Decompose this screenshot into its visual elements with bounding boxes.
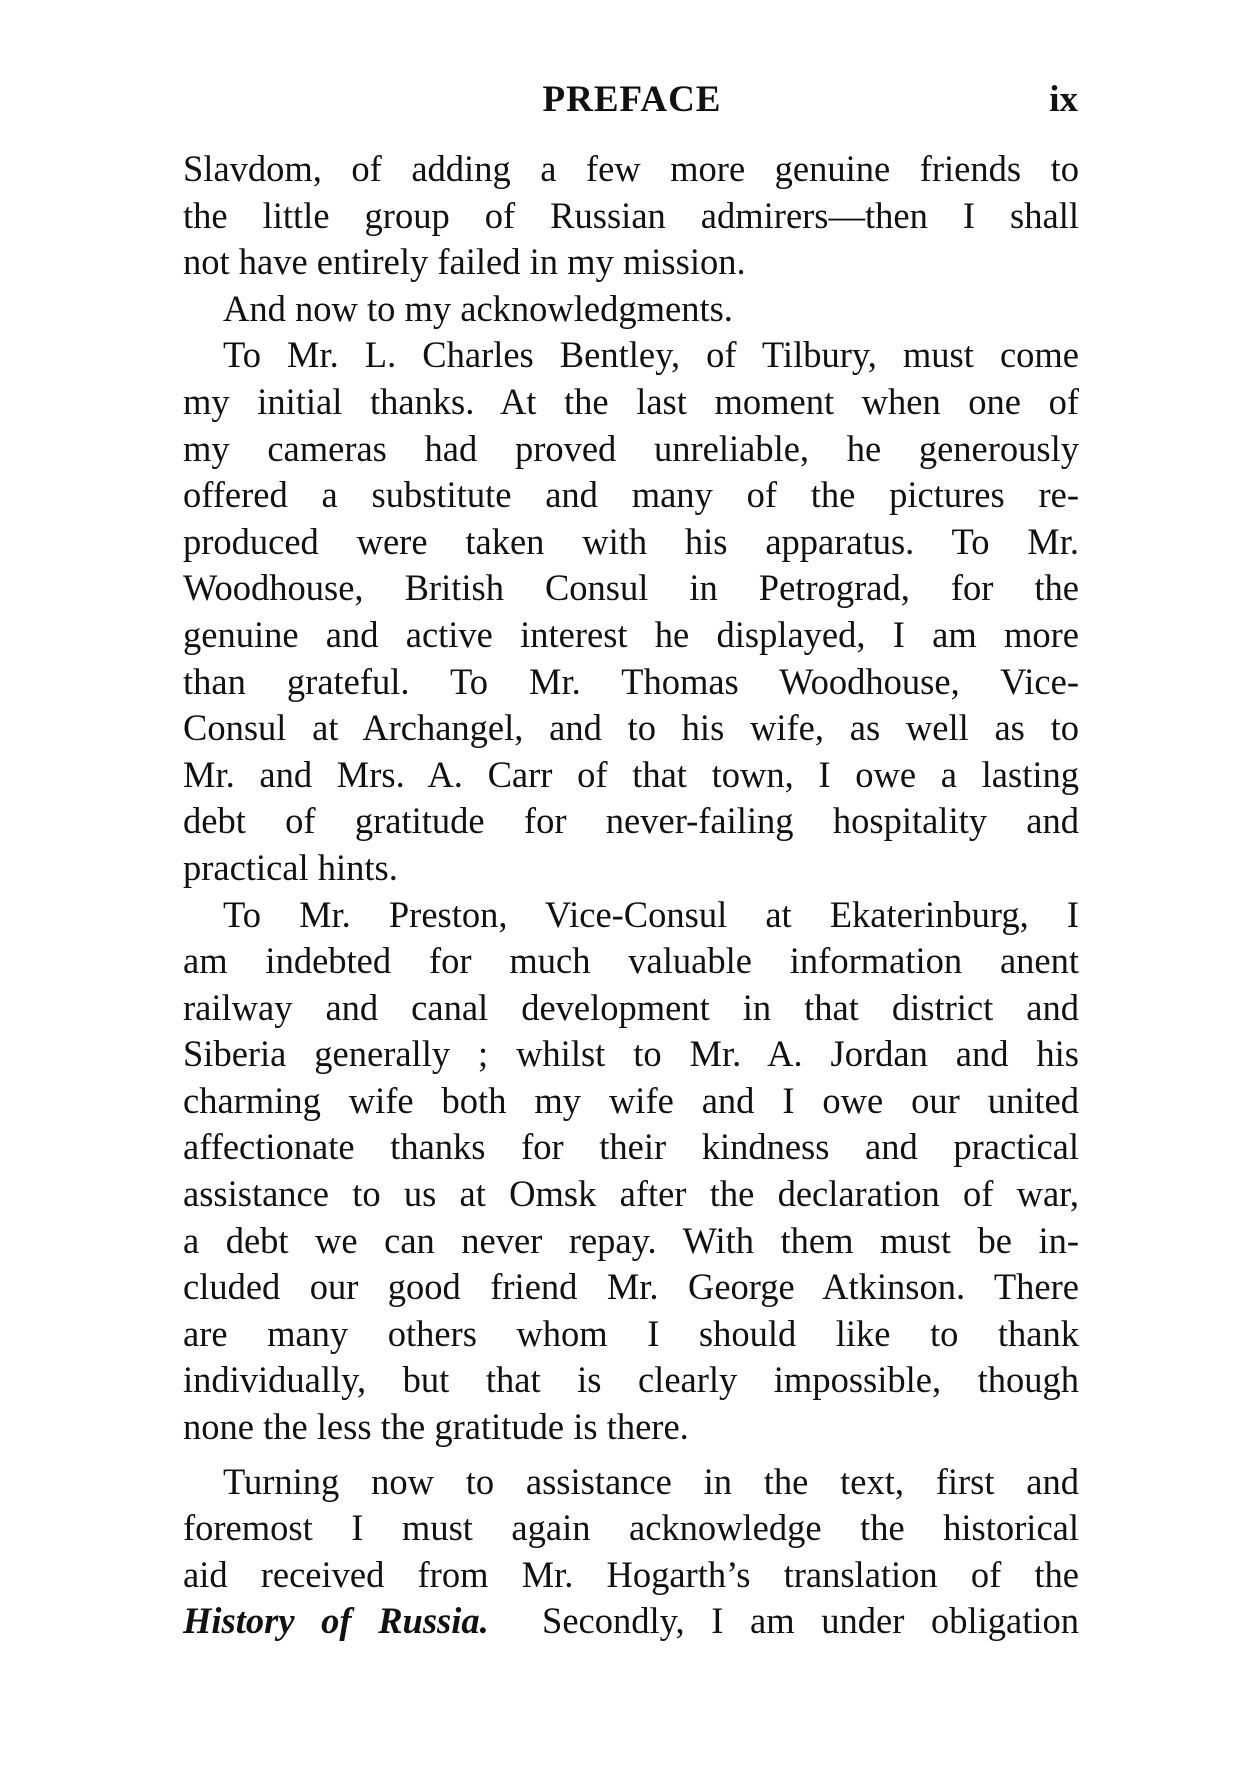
running-header — [186, 78, 1078, 138]
text-line: Slavdom, of adding a few more genuine friends to — [183, 148, 1079, 189]
text-line: cluded our good friend Mr. George Atkinson. There — [183, 1266, 1079, 1308]
text-line: foremost I must again acknowledge the historical — [183, 1507, 1079, 1549]
text-line: my initial thanks. At the last moment when one of — [183, 380, 1079, 422]
paragraph-1 — [183, 146, 1079, 286]
text-line: the little group of Russian admirers—then I shall — [183, 194, 1079, 236]
text-line: aid received from Mr. Hogarth’s translation of the — [183, 1553, 1079, 1595]
text-line: debt of gratitude for never-failing hospitality and — [183, 800, 1079, 842]
book-title-history-of-russia: History of Russia. — [183, 1600, 489, 1642]
text-line: To Mr. L. Charles Bentley, of Tilbury, must come — [223, 334, 1079, 376]
text-line: Woodhouse, British Consul in Petrograd, for the — [183, 567, 1079, 609]
text-line: am indebted for much valuable information anent — [183, 940, 1079, 982]
running-title: PREFACE — [542, 79, 722, 120]
text-line-final — [183, 1598, 1079, 1645]
text-line: charming wife both my wife and I owe our united — [183, 1079, 1079, 1121]
text-line: none the less the gratitude is there. — [183, 1406, 689, 1448]
body-text — [183, 146, 1079, 1645]
text-line: And now to my acknowledgments. — [223, 287, 733, 329]
text-line: than grateful. To Mr. Thomas Woodhouse, Vice- — [183, 660, 1079, 702]
text-line: my cameras had proved unreliable, he generously — [183, 427, 1079, 469]
text-line: individually, but that is clearly impossible, though — [183, 1359, 1079, 1401]
paragraph-5 — [183, 1459, 1079, 1645]
text-line: assistance to us at Omsk after the declaration of war, — [183, 1173, 1079, 1215]
text-line: offered a substitute and many of the pictures re- — [183, 474, 1079, 516]
text-line: Turning now to assistance in the text, first and — [223, 1460, 1079, 1502]
paragraph-2 — [183, 286, 1079, 333]
paragraph-3 — [183, 332, 1079, 891]
text-line: not have entirely failed in my mission. — [183, 241, 746, 283]
text-line: a debt we can never repay. With them must be in- — [183, 1219, 1079, 1261]
text-line: practical hints. — [183, 846, 398, 888]
text-line: are many others whom I should like to thank — [183, 1312, 1079, 1354]
page-number: ix — [1049, 79, 1078, 120]
text-line: railway and canal development in that district and — [183, 986, 1079, 1028]
text-line: Consul at Archangel, and to his wife, as well as to — [183, 707, 1079, 749]
text-line: To Mr. Preston, Vice-Consul at Ekaterinburg, I — [223, 893, 1079, 935]
text-line: Mr. and Mrs. A. Carr of that town, I owe a lasting — [183, 753, 1079, 795]
text-line: affectionate thanks for their kindness and practical — [183, 1126, 1079, 1168]
text-fragment: Secondly, I am under obligation — [488, 1600, 1079, 1642]
text-line: Siberia generally ; whilst to Mr. A. Jordan and his — [183, 1033, 1079, 1075]
text-line: produced were taken with his apparatus. To Mr. — [183, 520, 1079, 562]
text-line: genuine and active interest he displayed, I am more — [183, 613, 1079, 655]
paragraph-4 — [183, 892, 1079, 1451]
